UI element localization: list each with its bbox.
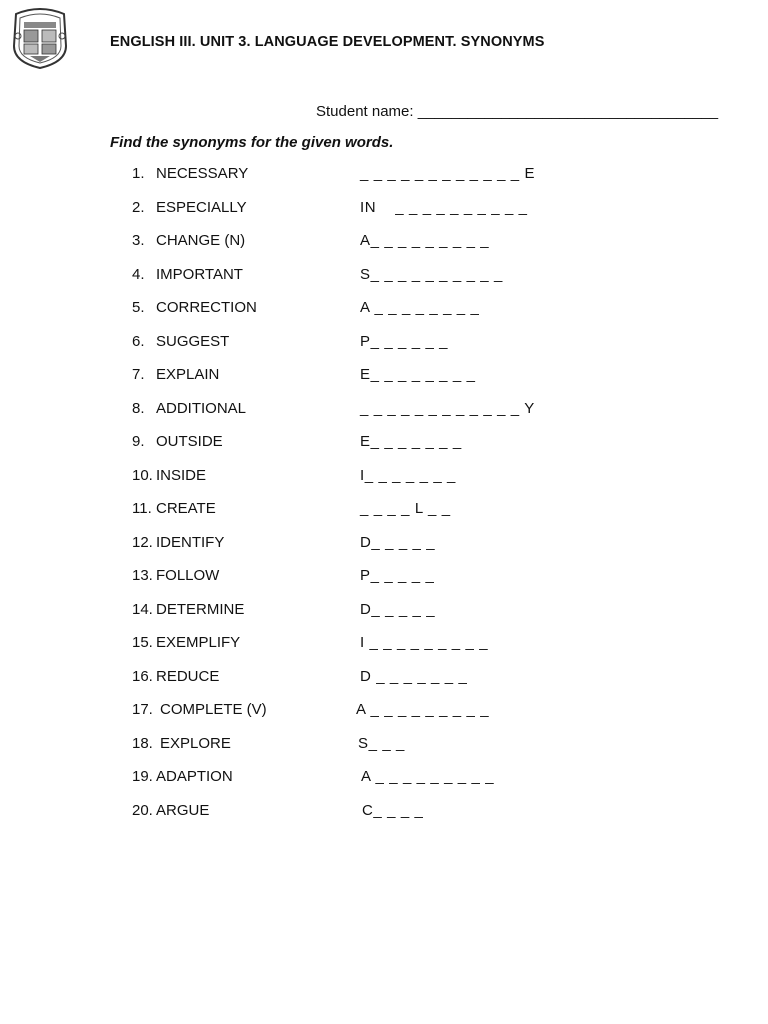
- item-number: 2.: [132, 198, 145, 216]
- item-word: EXPLORE: [160, 734, 231, 752]
- answer-blank[interactable]: D_ _ _ _ _: [360, 600, 436, 618]
- list-item: [0, 634, 768, 656]
- item-number: 18.: [132, 734, 153, 752]
- list-item: [0, 768, 768, 790]
- item-word: ESPECIALLY: [156, 198, 247, 216]
- item-number: 7.: [132, 366, 145, 383]
- item-word: CORRECTION: [156, 299, 257, 316]
- item-word: SUGGEST: [156, 332, 230, 350]
- answer-blank[interactable]: E_ _ _ _ _ _ _: [360, 433, 462, 450]
- item-word: ARGUE: [156, 801, 210, 819]
- answer-blank[interactable]: P_ _ _ _ _: [360, 567, 435, 584]
- item-word: ADAPTION: [156, 768, 233, 785]
- item-word: CREATE: [156, 500, 216, 517]
- item-number: 17.: [132, 701, 153, 718]
- item-word: DETERMINE: [156, 600, 245, 618]
- list-item: [0, 601, 768, 623]
- answer-blank[interactable]: S_ _ _: [358, 734, 405, 752]
- item-word: EXPLAIN: [156, 366, 220, 383]
- item-word: IMPORTANT: [156, 265, 243, 283]
- item-number: 1.: [132, 165, 145, 182]
- item-number: 9.: [132, 433, 145, 450]
- answer-blank[interactable]: D _ _ _ _ _ _ _: [360, 667, 468, 685]
- answer-blank[interactable]: I _ _ _ _ _ _ _ _ _: [360, 634, 489, 651]
- item-word: INSIDE: [156, 466, 207, 484]
- answer-blank[interactable]: A_ _ _ _ _ _ _ _ _: [360, 232, 490, 249]
- item-number: 10.: [132, 466, 153, 484]
- answer-blank[interactable]: E_ _ _ _ _ _ _ _: [360, 366, 476, 383]
- item-number: 15.: [132, 634, 153, 651]
- answer-blank[interactable]: I_ _ _ _ _ _ _: [360, 466, 456, 484]
- answer-blank[interactable]: _ _ _ _ _ _ _ _ _ _ _ _ E: [360, 165, 536, 182]
- item-number: 5.: [132, 299, 145, 316]
- answer-blank[interactable]: S_ _ _ _ _ _ _ _ _ _: [360, 265, 503, 283]
- answer-blank[interactable]: C_ _ _ _: [362, 801, 424, 819]
- instruction-text: Find the synonyms for the given words.: [110, 134, 394, 151]
- list-item: [0, 500, 768, 522]
- list-item: [0, 701, 768, 723]
- list-item: [0, 165, 768, 187]
- list-item: [0, 802, 768, 824]
- item-number: 3.: [132, 232, 145, 249]
- list-item: [0, 668, 768, 690]
- answer-blank[interactable]: P_ _ _ _ _ _: [360, 332, 449, 350]
- item-word: COMPLETE (V): [160, 701, 267, 718]
- item-number: 12.: [132, 533, 153, 551]
- item-number: 8.: [132, 399, 145, 417]
- item-word: ADDITIONAL: [156, 399, 247, 417]
- item-number: 19.: [132, 768, 153, 785]
- answer-blank[interactable]: D_ _ _ _ _: [360, 533, 436, 551]
- item-number: 4.: [132, 265, 145, 283]
- page-title: ENGLISH III. UNIT 3. LANGUAGE DEVELOPMENT. SYNONYMS: [110, 34, 545, 50]
- item-word: NECESSARY: [156, 165, 249, 182]
- student-name-line[interactable]: Student name: ____________________________________: [316, 103, 719, 120]
- list-item: [0, 400, 768, 422]
- item-number: 20.: [132, 801, 153, 819]
- list-item: [0, 199, 768, 221]
- list-item: [0, 266, 768, 288]
- item-number: 16.: [132, 667, 153, 685]
- answer-blank[interactable]: A _ _ _ _ _ _ _ _ _: [356, 701, 490, 718]
- answer-blank[interactable]: _ _ _ _ _ _ _ _ _ _ _ _ Y: [360, 399, 535, 417]
- answer-blank[interactable]: A _ _ _ _ _ _ _ _ _: [361, 768, 495, 785]
- item-word: CHANGE (N): [156, 232, 246, 249]
- item-word: OUTSIDE: [156, 433, 223, 450]
- list-item: [0, 232, 768, 254]
- list-item: [0, 433, 768, 455]
- item-word: FOLLOW: [156, 567, 220, 584]
- list-item: [0, 366, 768, 388]
- list-item: [0, 299, 768, 321]
- item-word: EXEMPLIFY: [156, 634, 241, 651]
- item-number: 11.: [132, 500, 152, 517]
- item-number: 13.: [132, 567, 153, 584]
- list-item: [0, 735, 768, 757]
- item-word: IDENTIFY: [156, 533, 225, 551]
- item-number: 14.: [132, 600, 153, 618]
- item-number: 6.: [132, 332, 145, 350]
- answer-blank[interactable]: IN _ _ _ _ _ _ _ _ _ _: [360, 198, 528, 216]
- list-item: [0, 534, 768, 556]
- list-item: [0, 467, 768, 489]
- list-item: [0, 567, 768, 589]
- item-word: REDUCE: [156, 667, 220, 685]
- answer-blank[interactable]: _ _ _ _ L _ _: [360, 500, 451, 517]
- answer-blank[interactable]: A _ _ _ _ _ _ _ _: [360, 299, 480, 316]
- school-crest-icon: [10, 6, 70, 70]
- list-item: [0, 333, 768, 355]
